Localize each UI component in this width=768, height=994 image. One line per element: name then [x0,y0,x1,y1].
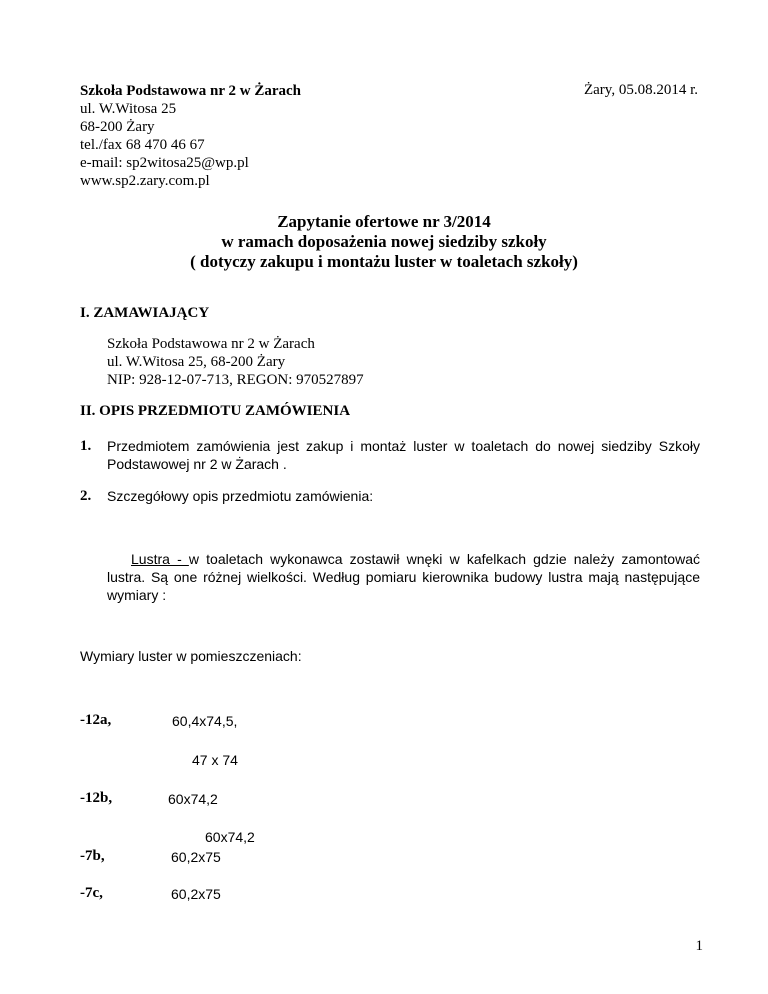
phone-fax: tel./fax 68 470 46 67 [80,137,205,153]
place-date: Żary, 05.08.2014 r. [583,82,698,98]
email-address: e-mail: sp2witosa25@wp.pl [80,155,249,171]
website-address: www.sp2.zary.com.pl [80,173,210,189]
room-dimension: 47 x 74 [192,752,238,768]
sender-address-block [80,82,301,190]
list-item-text: Szczegółowy opis przedmiotu zamówienia: [107,488,374,504]
orderer-ids: NIP: 928-12-07-713, REGON: 970527897 [107,372,364,388]
title-line-3: ( dotyczy zakupu i montażu luster w toaletach szkoły) [190,252,578,271]
title-line-1: Zapytanie ofertowe nr 3/2014 [277,212,491,231]
room-label: -12a, [80,712,112,728]
room-dimension: 60,4x74,5, [172,713,238,729]
lustra-text: w toaletach wykonawca zostawił wnęki w kafelkach gdzie należy zamontować lustra. Są one różnej wielkości. Według pomiaru kierownika budowy lustra mają następujące wymiary : [107,551,700,603]
room-label: -7c, [80,885,103,901]
list-item-number: 1. [80,438,92,454]
room-label: -12b, [80,790,113,806]
section-heading-opis: II. OPIS PRZEDMIOTU ZAMÓWIENIA [80,403,351,419]
page-number: 1 [695,938,703,954]
room-dimension: 60x74,2 [205,829,255,845]
street-address: ul. W.Witosa 25 [80,101,177,117]
rooms-heading: Wymiary luster w pomieszczeniach: [80,648,302,664]
list-item-2 [80,487,700,505]
title-line-2: w ramach doposażenia nowej siedziby szkoły [221,232,547,251]
room-dimension: 60,2x75 [171,886,221,902]
room-dimension: 60x74,2 [168,791,218,807]
orderer-name: Szkoła Podstawowa nr 2 w Żarach [107,336,315,352]
lustra-label: Lustra - [131,551,189,567]
lustra-paragraph [107,550,700,604]
document-title [0,212,768,272]
postal-city: 68-200 Żary [80,119,155,135]
list-item-text: Przedmiotem zamówienia jest zakup i montaż luster w toaletach do nowej siedziby Szkoły Podstawowej nr 2 w Żarach . [107,438,700,472]
room-label: -7b, [80,848,105,864]
orderer-address: ul. W.Witosa 25, 68-200 Żary [107,354,286,370]
list-item-1 [80,437,700,473]
orderer-address-block [107,335,364,389]
list-item-number: 2. [80,488,92,504]
room-dimension: 60,2x75 [171,849,221,865]
school-name: Szkoła Podstawowa nr 2 w Żarach [80,83,301,99]
section-heading-zamawiajacy: I. ZAMAWIAJĄCY [80,305,210,321]
